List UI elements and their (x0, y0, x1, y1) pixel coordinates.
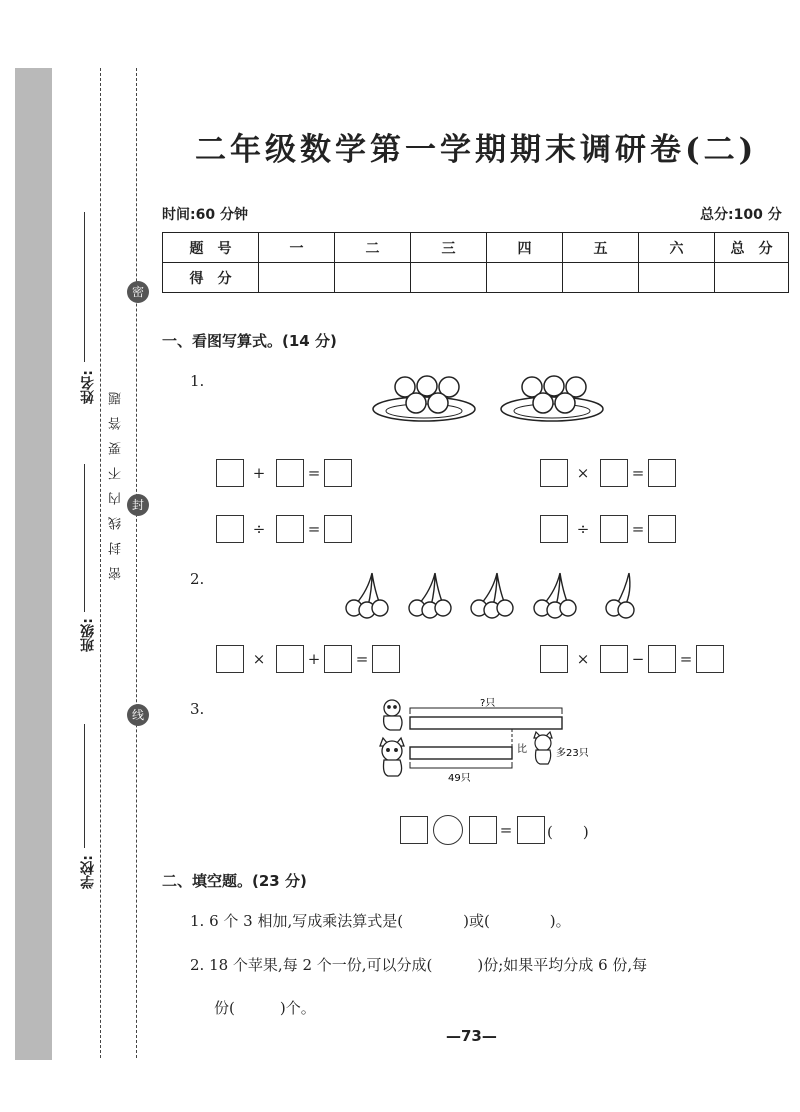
label-bottom: 49只 (448, 773, 471, 784)
bar-top (410, 717, 562, 729)
q2-number: 2. (190, 570, 205, 588)
fill-question-1: 1. 6 个 3 相加,写成乘法算式是( )或( )。 (190, 912, 571, 930)
cherries-picture (342, 570, 642, 620)
equals-sign: = (307, 520, 321, 538)
section2-heading: 二、填空题。(23 分) (162, 872, 307, 890)
row-label: 得 分 (163, 263, 259, 293)
score-table (162, 232, 789, 293)
score-header-row (163, 233, 789, 263)
header-cell: 总 分 (715, 233, 789, 263)
time-limit: 时间:60 分钟 (162, 207, 248, 223)
plate-right (501, 376, 603, 421)
times-sign: × (252, 650, 266, 668)
answer-box[interactable] (540, 459, 568, 487)
brace-bottom (410, 762, 512, 768)
name-label: 姓名: (80, 370, 96, 404)
total-score: 总分:100 分 (700, 207, 782, 223)
seal-mi: 密 (127, 281, 149, 303)
times-sign: × (576, 464, 590, 482)
answer-box[interactable] (324, 459, 352, 487)
animal-top-icon (384, 700, 402, 730)
unit-blank[interactable]: ( ) (547, 823, 589, 841)
answer-box[interactable] (216, 645, 244, 673)
comparison-bar-diagram (374, 694, 604, 790)
equals-sign: = (307, 464, 321, 482)
operator-circle[interactable] (433, 815, 463, 845)
fill-question-2-line1: 2. 18 个苹果,每 2 个一份,可以分成( )份;如果平均分成 6 份,每 (190, 956, 648, 974)
label-compare: 比 (517, 744, 527, 755)
score-cell[interactable] (411, 263, 487, 293)
page-number: —73— (446, 1027, 497, 1045)
answer-box[interactable] (216, 459, 244, 487)
answer-box[interactable] (600, 459, 628, 487)
answer-box[interactable] (648, 515, 676, 543)
header-cell: 四 (487, 233, 563, 263)
plus-sign: + (252, 464, 266, 482)
header-cell: 六 (639, 233, 715, 263)
score-cell[interactable] (563, 263, 639, 293)
header-cell: 题 号 (163, 233, 259, 263)
label-more: 多23只 (556, 748, 589, 759)
answer-box[interactable] (276, 645, 304, 673)
answer-box[interactable] (324, 515, 352, 543)
minus-sign: − (631, 650, 645, 668)
answer-box[interactable] (276, 459, 304, 487)
cherry-bunch-4 (534, 573, 576, 618)
header-cell: 一 (259, 233, 335, 263)
times-sign: × (576, 650, 590, 668)
equals-sign: = (499, 821, 513, 839)
header-cell: 二 (335, 233, 411, 263)
answer-box[interactable] (469, 816, 497, 844)
answer-box[interactable] (696, 645, 724, 673)
score-cell[interactable] (259, 263, 335, 293)
divide-sign: ÷ (252, 520, 266, 538)
cut-line-outer (100, 68, 101, 1058)
cherry-bunch-3 (471, 573, 513, 618)
q1-number: 1. (190, 372, 205, 390)
name-field[interactable] (84, 212, 85, 362)
score-row (163, 263, 789, 293)
apple-plates-picture (372, 370, 612, 432)
answer-box[interactable] (648, 459, 676, 487)
cherry-bunch-2 (409, 573, 451, 618)
answer-box[interactable] (216, 515, 244, 543)
class-field[interactable] (84, 464, 85, 612)
header-cell: 五 (563, 233, 639, 263)
cat-left-icon (380, 738, 404, 776)
answer-box[interactable] (400, 816, 428, 844)
cat-right-icon (534, 732, 552, 764)
binding-strip (15, 68, 52, 1060)
label-top: ?只 (480, 698, 496, 709)
seal-xian: 线 (127, 704, 149, 726)
school-field[interactable] (84, 724, 85, 848)
q3-number: 3. (190, 700, 205, 718)
divide-sign: ÷ (576, 520, 590, 538)
header-cell: 三 (411, 233, 487, 263)
section1-heading: 一、看图写算式。(14 分) (162, 332, 337, 350)
answer-box[interactable] (600, 515, 628, 543)
score-cell[interactable] (487, 263, 563, 293)
seal-feng: 封 (127, 494, 149, 516)
answer-box[interactable] (517, 816, 545, 844)
bar-bottom (410, 747, 512, 759)
cut-line-inner (136, 68, 137, 1058)
seal-note: 密封线内不要答题 (109, 380, 124, 580)
plus-sign: + (307, 650, 321, 668)
answer-box[interactable] (648, 645, 676, 673)
plate-left (373, 376, 475, 421)
fill-question-2-line2: 份( )个。 (214, 999, 316, 1017)
cherry-bunch-5 (606, 573, 634, 618)
answer-box[interactable] (372, 645, 400, 673)
score-cell[interactable] (335, 263, 411, 293)
equals-sign: = (631, 520, 645, 538)
equals-sign: = (679, 650, 693, 668)
answer-box[interactable] (324, 645, 352, 673)
answer-box[interactable] (540, 645, 568, 673)
answer-box[interactable] (600, 645, 628, 673)
page-title: 二年级数学第一学期期末调研卷(二) (195, 132, 758, 168)
class-label: 班级: (80, 618, 96, 652)
school-label: 学校: (80, 855, 96, 889)
equals-sign: = (355, 650, 369, 668)
cherry-bunch-1 (346, 573, 388, 618)
score-cell[interactable] (715, 263, 789, 293)
score-cell[interactable] (639, 263, 715, 293)
answer-box[interactable] (276, 515, 304, 543)
answer-box[interactable] (540, 515, 568, 543)
equals-sign: = (631, 464, 645, 482)
